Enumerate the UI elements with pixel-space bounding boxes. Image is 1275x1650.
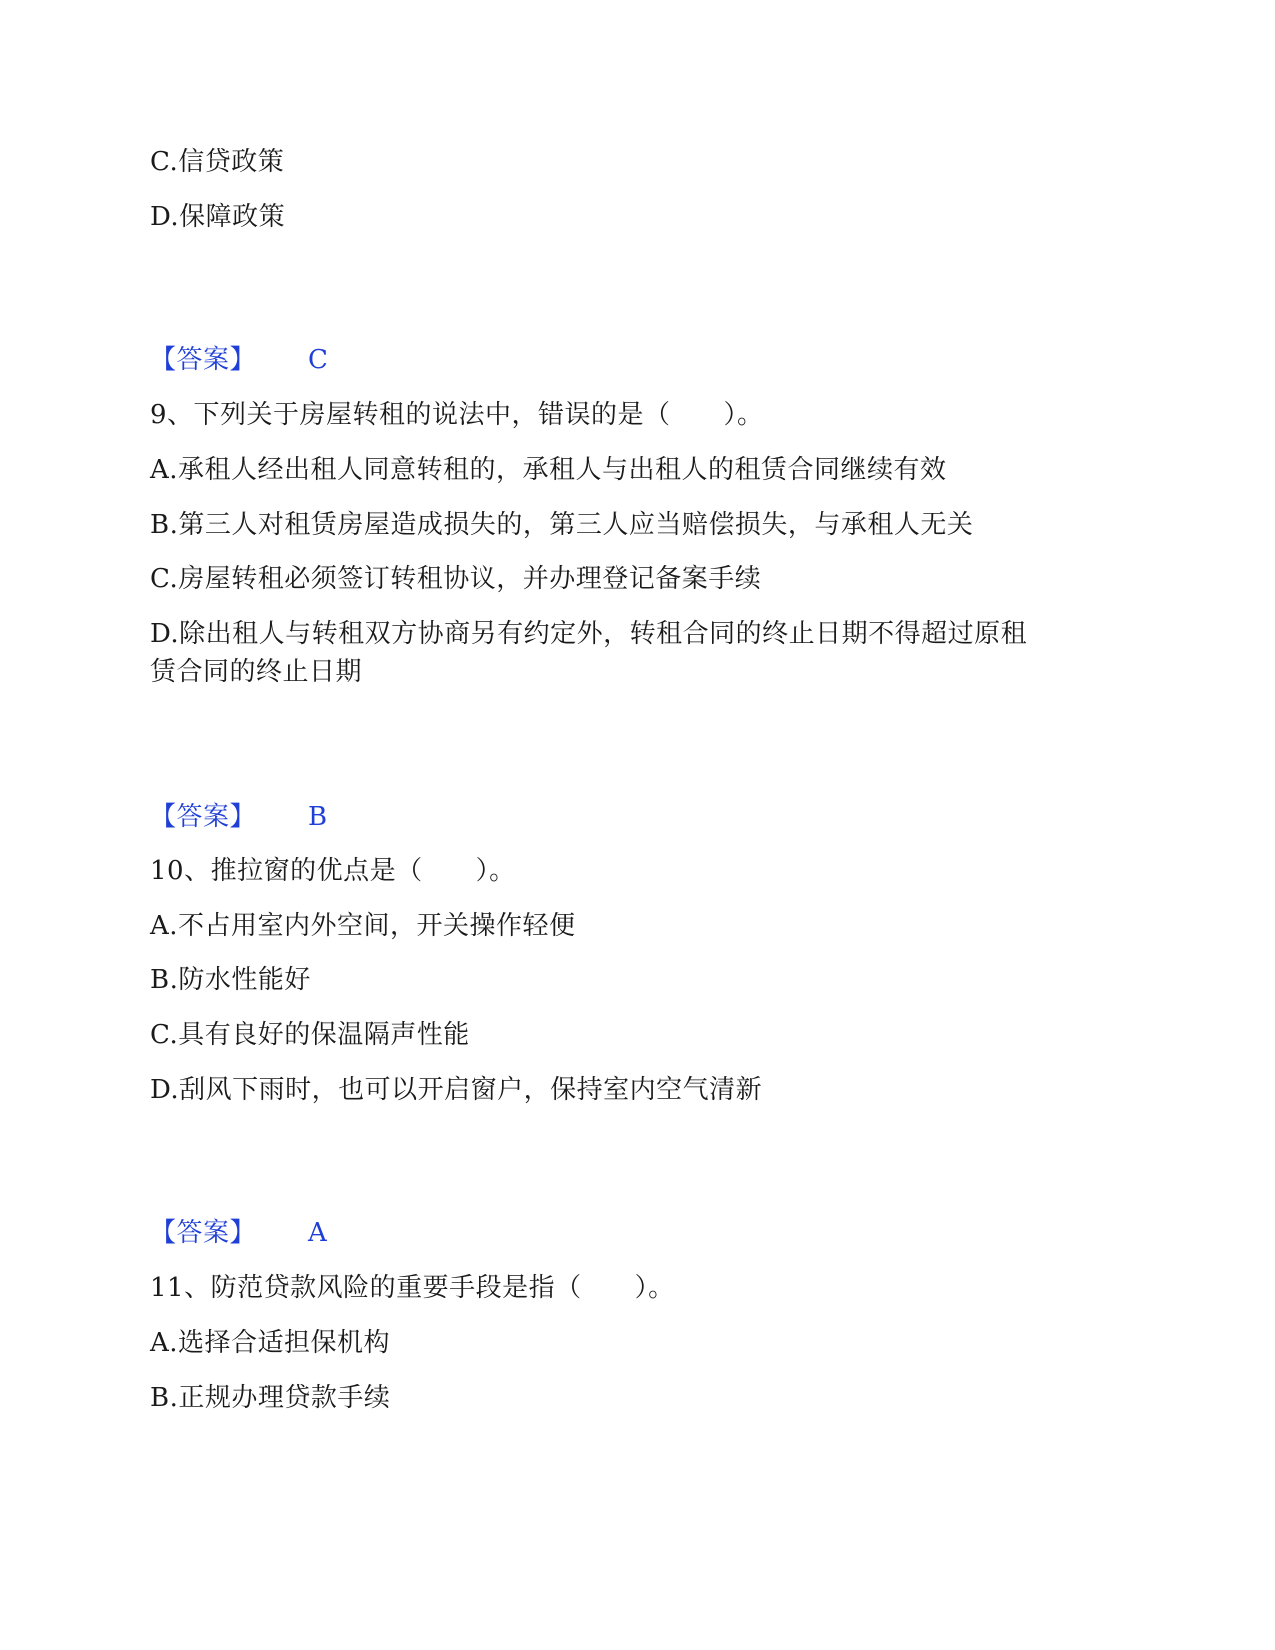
- q9-option-c: C.房屋转租必须签订转租协议，并办理登记备案手续: [150, 564, 762, 594]
- q11-option-b: B.正规办理贷款手续: [150, 1383, 391, 1413]
- q8-option-d: D.保障政策: [150, 202, 286, 232]
- q10-option-d: D.刮风下雨时，也可以开启窗户，保持室内空气清新: [150, 1075, 763, 1105]
- q9-option-b: B.第三人对租赁房屋造成损失的，第三人应当赔偿损失，与承租人无关: [150, 510, 974, 540]
- q10-option-b: B.防水性能好: [150, 965, 311, 995]
- q10-stem: 10、推拉窗的优点是（ ）。: [150, 856, 516, 886]
- q8-answer: [150, 345, 328, 375]
- answer-label: 【答案】: [150, 1218, 257, 1248]
- answer-label: 【答案】: [150, 345, 257, 375]
- q9-option-a: A.承租人经出租人同意转租的，承租人与出租人的租赁合同继续有效: [150, 455, 947, 485]
- q9-option-d-line1: D.除出租人与转租双方协商另有约定外，转租合同的终止日期不得超过原租: [150, 619, 1028, 649]
- q11-option-a: A.选择合适担保机构: [150, 1328, 391, 1358]
- q9-stem: 9、下列关于房屋转租的说法中，错误的是（ ）。: [150, 400, 764, 430]
- answer-value: C: [308, 345, 329, 375]
- q10-option-c: C.具有良好的保温隔声性能: [150, 1020, 470, 1050]
- answer-label: 【答案】: [150, 802, 257, 832]
- q8-option-c: C.信贷政策: [150, 147, 285, 177]
- q9-option-d-line2: 赁合同的终止日期: [150, 657, 363, 687]
- q10-answer: [150, 1218, 327, 1248]
- answer-value: B: [308, 802, 328, 832]
- q9-answer: [150, 802, 328, 832]
- q11-stem: 11、防范贷款风险的重要手段是指（ ）。: [150, 1273, 675, 1303]
- answer-value: A: [308, 1218, 328, 1248]
- q10-option-a: A.不占用室内外空间，开关操作轻便: [150, 911, 576, 941]
